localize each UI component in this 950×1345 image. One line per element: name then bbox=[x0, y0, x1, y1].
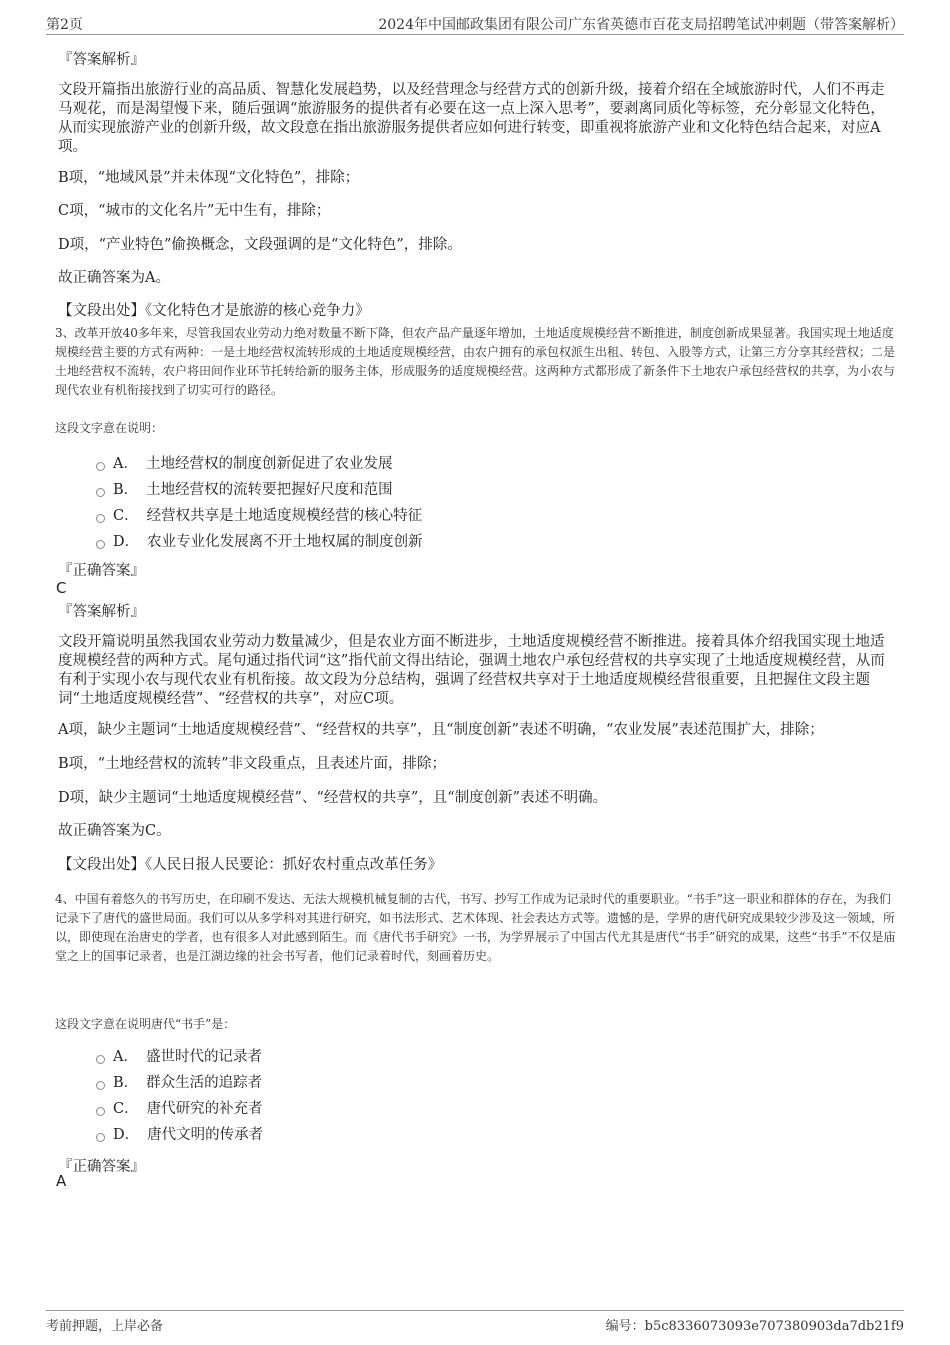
radio-icon[interactable] bbox=[96, 1055, 105, 1064]
correct-answer-label: 『正确答案』 bbox=[58, 563, 145, 579]
option-d[interactable] bbox=[96, 1125, 263, 1145]
option-key: C． bbox=[113, 1101, 139, 1117]
option-key: B． bbox=[113, 482, 139, 498]
answer-analysis-label: 『答案解析』 bbox=[58, 604, 145, 620]
radio-icon[interactable] bbox=[96, 488, 105, 497]
question-stem: 4、中国有着悠久的书写历史，在印刷不发达、无法大规模机械复制的古代，书写、抄写工作成为记录时代的重要职业。“书手”这一职业和群体的存在，为我们记录下了唐代的盛世局面。我们可以从多学科对其进行研究，如书法形式、艺术体现、社会表达方式等。遗憾的是，学界的唐代研究成果较少涉及这一领域，所以，即使现在治唐史的学者，也有很多人对此感到陌生。而《唐代书手研究》一书，为学界展示了中国古代尤其是唐代“书手”研究的成果，这些“书手”不仅是庙堂之上的国事记录者，也是江湖边缘的社会书写者，他们记录着时代，刻画着历史。 bbox=[55, 892, 896, 963]
page-footer bbox=[46, 1310, 904, 1335]
option-key: D． bbox=[113, 1127, 140, 1143]
option-key: C． bbox=[113, 508, 139, 524]
option-d[interactable] bbox=[96, 532, 423, 552]
option-a[interactable] bbox=[96, 454, 392, 474]
radio-icon[interactable] bbox=[96, 1081, 105, 1090]
option-text: 唐代研究的补充者 bbox=[146, 1101, 263, 1117]
option-c[interactable] bbox=[96, 506, 422, 526]
correct-answer: C bbox=[56, 579, 67, 597]
question-stem: 3、改革开放40多年来，尽管我国农业劳动力绝对数量不断下降，但农产品产量逐年增加，土地适度规模经营不断推进，制度创新成果显著。我国实现土地适度规模经营主要的方式有两种：一是土地经营权流转形成的土地适度规模经营，由农户拥有的承包权派生出租、转包、入股等方式，让第三方分享其经营权；二是土地经营权不流转，农户将田间作业环节托转给新的服务主体，形成服务的适度规模经营。这两种方式都形成了新条件下土地农户承包经营权的共享，为小农与现代农业有机衔接找到了切实可行的路径。 bbox=[55, 326, 896, 397]
option-text: 唐代文明的传承者 bbox=[147, 1127, 264, 1143]
radio-icon[interactable] bbox=[96, 514, 105, 523]
option-text: 农业专业化发展离不开土地权属的制度创新 bbox=[147, 534, 423, 550]
answer-conclusion: 故正确答案为A。 bbox=[58, 270, 170, 286]
text-source: 【文段出处】《人民日报人民要论：抓好农村重点改革任务》 bbox=[58, 857, 443, 873]
option-a-analysis: A项，缺少主题词“土地适度规模经营”、“经营权的共享”，且“制度创新”表述不明确，“农业发展”表述范围扩大，排除； bbox=[58, 722, 824, 738]
question-prompt: 这段文字意在说明唐代“书手”是： bbox=[55, 1017, 236, 1031]
question-prompt: 这段文字意在说明： bbox=[55, 421, 164, 435]
option-text: 盛世时代的记录者 bbox=[145, 1049, 262, 1065]
option-a[interactable] bbox=[96, 1047, 262, 1067]
option-key: D． bbox=[113, 534, 140, 550]
option-c[interactable] bbox=[96, 1099, 263, 1119]
radio-icon[interactable] bbox=[96, 540, 105, 549]
option-key: A． bbox=[113, 456, 138, 472]
option-key: B． bbox=[113, 1075, 139, 1091]
option-text: 土地经营权的制度创新促进了农业发展 bbox=[145, 456, 393, 472]
option-b[interactable] bbox=[96, 1073, 262, 1093]
answer-conclusion: 故正确答案为C。 bbox=[58, 823, 171, 839]
option-text: 经营权共享是土地适度规模经营的核心特征 bbox=[146, 508, 423, 524]
answer-analysis-text: 文段开篇说明虽然我国农业劳动力数量减少，但是农业方面不断进步，土地适度规模经营不断推进。接着具体介绍我国实现土地适度规模经营的两种方式。尾句通过指代词“这”指代前文得出结论，强调土地农户承包经营权的共享实现了土地适度规模经营，从而有利于实现小农与现代农业有机衔接。故文段为分总结构，强调了经营权共享对于土地适度规模经营很重要，且把握住文段主题词“土地适度规模经营”、“经营权的共享”，对应C项。 bbox=[58, 634, 885, 707]
answer-analysis-text: 文段开篇指出旅游行业的高品质、智慧化发展趋势，以及经营理念与经营方式的创新升级，接着介绍在全域旅游时代，人们不再走马观花，而是渴望慢下来，随后强调“旅游服务的提供者有必要在这一点上深入思考”，要剥离同质化等标签，充分彰显文化特色，从而实现旅游产业的创新升级，故文段意在指出旅游服务提供者应如何进行转变，即重视将旅游产业和文化特色结合起来，对应A项。 bbox=[58, 82, 885, 155]
document-id: 编号：b5c8336073093e707380903da7db21f9 bbox=[605, 1319, 904, 1334]
option-key: A． bbox=[113, 1049, 138, 1065]
option-b-analysis: B项，“土地经营权的流转”非文段重点，且表述片面，排除； bbox=[58, 756, 446, 772]
page-number: 第2页 bbox=[46, 17, 83, 33]
document-title: 2024年中国邮政集团有限公司广东省英德市百花支局招聘笔试冲刺题（带答案解析） bbox=[378, 17, 904, 33]
text-source: 【文段出处】《文化特色才是旅游的核心竞争力》 bbox=[58, 303, 370, 319]
correct-answer: A bbox=[56, 1172, 67, 1190]
option-b[interactable] bbox=[96, 480, 393, 500]
option-d-analysis: D项，“产业特色”偷换概念，文段强调的是“文化特色”，排除。 bbox=[58, 237, 462, 253]
radio-icon[interactable] bbox=[96, 1133, 105, 1142]
radio-icon[interactable] bbox=[96, 1107, 105, 1116]
correct-answer-label: 『正确答案』 bbox=[58, 1159, 145, 1175]
option-text: 群众生活的追踪者 bbox=[146, 1075, 263, 1091]
radio-icon[interactable] bbox=[96, 462, 105, 471]
option-c-analysis: C项，“城市的文化名片”无中生有，排除； bbox=[58, 203, 331, 219]
option-d-analysis: D项，缺少主题词“土地适度规模经营”、“经营权的共享”，且“制度创新”表述不明确。 bbox=[58, 790, 608, 806]
option-text: 土地经营权的流转要把握好尺度和范围 bbox=[146, 482, 393, 498]
option-b-analysis: B项，“地域风景”并未体现“文化特色”，排除； bbox=[58, 170, 360, 186]
answer-analysis-label: 『答案解析』 bbox=[58, 52, 145, 68]
page-header bbox=[46, 12, 904, 35]
footer-slogan: 考前押题，上岸必备 bbox=[46, 1319, 164, 1334]
